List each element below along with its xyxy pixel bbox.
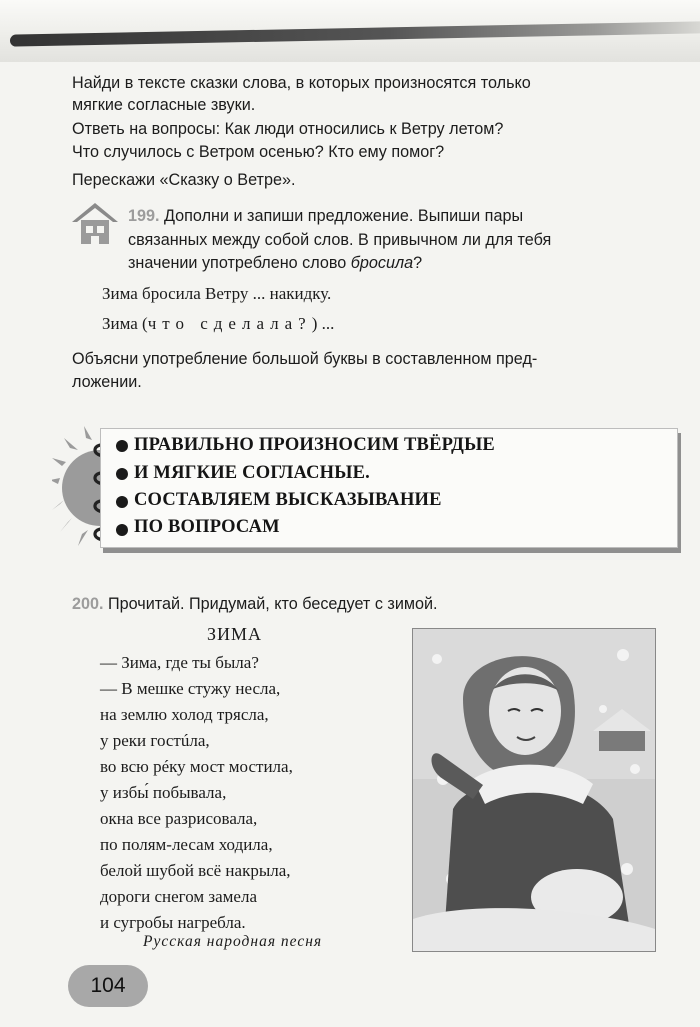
example-2-start: Зима ( (102, 314, 148, 333)
poem-line: у реки гостúла, (100, 731, 210, 750)
task-199-number: 199. (128, 207, 160, 225)
header-stroke (10, 21, 700, 46)
intro-line-2: мягкие согласные звуки. (72, 96, 256, 114)
task-200-text: Прочитай. Придумай, кто беседует с зимой. (108, 595, 438, 613)
intro-line-1: Найди в тексте сказки слова, в которых произносятся только (72, 74, 531, 92)
intro-line-3: Ответь на вопросы: Как люди относились к Ветру летом? (72, 120, 504, 138)
task-200-number: 200. (72, 595, 104, 613)
task-199-word: бросила (350, 254, 414, 272)
poem-line: окна все разрисовала, (100, 809, 258, 828)
poem-line: — Зима, где ты была? (100, 653, 259, 672)
intro-line-4: Что случилось с Ветром осенью? Кто ему помог? (72, 143, 445, 161)
rule-line-3: СОСТАВЛЯЕМ ВЫСКАЗЫВАНИЕ (134, 490, 442, 510)
rule-line-4: ПО ВОПРОСАМ (134, 517, 280, 537)
winter-illustration (412, 628, 656, 952)
task-199-line-2: связанных между собой слов. В привычном ли для тебя (128, 231, 552, 249)
bullet-icons (108, 434, 136, 544)
poem-line: у избы́ побывала, (100, 783, 227, 802)
task-200-line (72, 593, 662, 615)
home-task-icon (70, 200, 120, 246)
poem-caption: Русская народная песня (143, 933, 323, 950)
poem-line: по полям-лесам ходила, (100, 835, 273, 854)
task-199-line-3 (128, 252, 668, 274)
rule-banner (52, 418, 682, 568)
task-199-line-3-suffix: ? (413, 254, 423, 272)
poem-line: — В мешке стужу несла, (100, 679, 281, 698)
page-number: 104 (68, 965, 148, 1007)
poem-line: белой шубой всё накрыла, (100, 861, 291, 880)
poem-line: дороги снегом замела (100, 887, 257, 906)
poem-line: во всю рéку мост мостила, (100, 757, 293, 776)
example-2-spaced: что сделала? (147, 314, 312, 333)
example-sentence-2 (102, 313, 692, 335)
task-199-line-1 (128, 205, 668, 227)
task-199-line-3-prefix: значении употреблено слово (128, 254, 347, 272)
task-199-note-line-2: ложении. (72, 373, 142, 391)
intro-line-5: Перескажи «Сказку о Ветре». (72, 171, 296, 189)
poem-title: ЗИМА (207, 624, 263, 644)
rule-line-1: ПРАВИЛЬНО ПРОИЗНОСИМ ТВЁРДЫЕ (134, 435, 495, 455)
example-2-end: ) ... (311, 314, 335, 333)
page-header-band (0, 0, 700, 62)
rule-line-2: И МЯГКИЕ СОГЛАСНЫЕ. (134, 463, 371, 483)
poem-line: и сугробы нагребла. (100, 913, 246, 932)
example-sentence-1: Зима бросила Ветру ... накидку. (102, 284, 332, 303)
task-199-note-line-1: Объясни употребление большой буквы в составленном пред- (72, 350, 538, 368)
poem-line: на землю холод трясла, (100, 705, 269, 724)
task-199-text-1: Дополни и запиши предложение. Выпиши пары (164, 207, 524, 225)
